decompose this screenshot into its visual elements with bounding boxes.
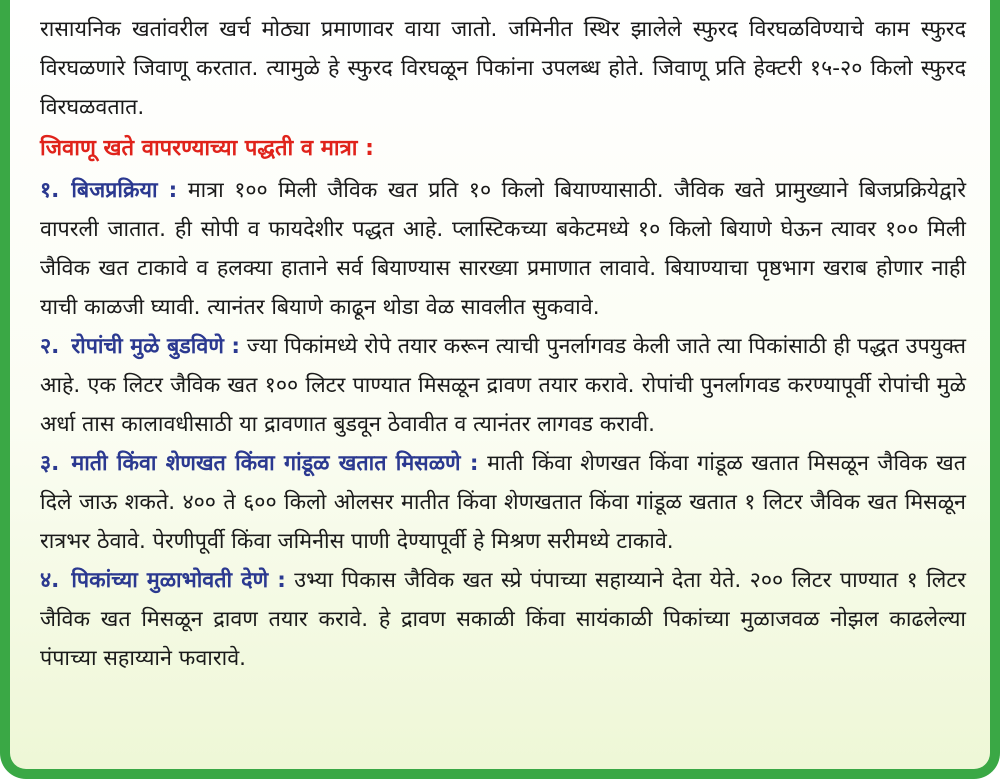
method-title: रोपांची मुळे बुडविणे : xyxy=(71,334,241,359)
method-number: १. xyxy=(40,178,60,203)
method-body: ज्या पिकांमध्ये रोपे तयार करून त्याची पुनर्लागवड केली जाते त्या पिकांसाठी ही पद्धत उपयुक्त आहे. एक लिटर जैविक खत १०० लिटर पाण्यात मिसळून द्रावण तयार करावे. रोपांची पुनर्लागवड करण्यापूर्वी रोपांची मुळे अर्धा तास कालावधीसाठी या द्रावणात बुडवून ठेवावीत व त्यानंतर लागवड करावी. xyxy=(40,334,966,437)
intro-paragraph: रासायनिक खतांवरील खर्च मोठ्या प्रमाणावर वाया जातो. जमिनीत स्थिर झालेले स्फुरद विरघळविण्याचे काम स्फुरद विरघळणारे जिवाणू करतात. त्यामुळे हे स्फुरद विरघळून पिकांना उपलब्ध होते. जिवाणू प्रति हेक्टरी १५-२० किलो स्फुरद विरघळवतात. xyxy=(40,17,966,120)
method-title: बिजप्रक्रिया : xyxy=(71,178,178,203)
method-body: उभ्या पिकास जैविक खत स्प्रे पंपाच्या सहाय्याने देता येते. २०० लिटर पाण्यात १ लिटर जैविक खत मिसळून द्रावण तयार करावे. हे द्रावण सकाळी किंवा सायंकाळी पिकांच्या मुळाजवळ नोझल काढलेल्या पंपाच्या सहाय्याने फवारावे. xyxy=(40,568,966,671)
method-number: ३. xyxy=(40,451,60,476)
method-soil-mixing xyxy=(40,444,966,561)
method-root-dipping xyxy=(40,327,966,444)
method-body: मात्रा १०० मिली जैविक खत प्रति १० किलो बियाण्यासाठी. जैविक खते प्रामुख्याने बिजप्रक्रियेद्वारे वापरली जातात. ही सोपी व फायदेशीर पद्धत आहे. प्लास्टिकच्या बकेटमध्ये १० किलो बियाणे घेऊन त्यावर १०० मिली जैविक खत टाकावे व हलक्या हाताने सर्व बियाण्यास सारख्या प्रमाणात लावावे. बियाण्याचा पृष्ठभाग खराब होणार नाही याची काळजी घ्यावी. त्यानंतर बियाणे काढून थोडा वेळ सावलीत सुकवावे. xyxy=(40,178,966,320)
method-body: माती किंवा शेणखत किंवा गांडूळ खतात मिसळून जैविक खत दिले जाऊ शकते. ४०० ते ६०० किलो ओलसर मातीत किंवा शेणखतात किंवा गांडूळ खतात १ लिटर जैविक खत मिसळून रात्रभर ठेवावे. पेरणीपूर्वी किंवा जमिनीस पाणी देण्यापूर्वी हे मिश्रण सरीमध्ये टाकावे. xyxy=(40,451,966,554)
section-heading: जिवाणू खते वापरण्याच्या पद्धती व मात्रा : xyxy=(40,136,374,161)
method-seed-treatment xyxy=(40,171,966,327)
method-title: माती किंवा शेणखत किंवा गांडूळ खतात मिसळणे : xyxy=(71,451,479,476)
method-number: २. xyxy=(40,334,60,359)
method-title: पिकांच्या मुळाभोवती देणे : xyxy=(71,568,286,593)
method-number: ४. xyxy=(40,568,60,593)
method-root-zone xyxy=(40,561,966,678)
